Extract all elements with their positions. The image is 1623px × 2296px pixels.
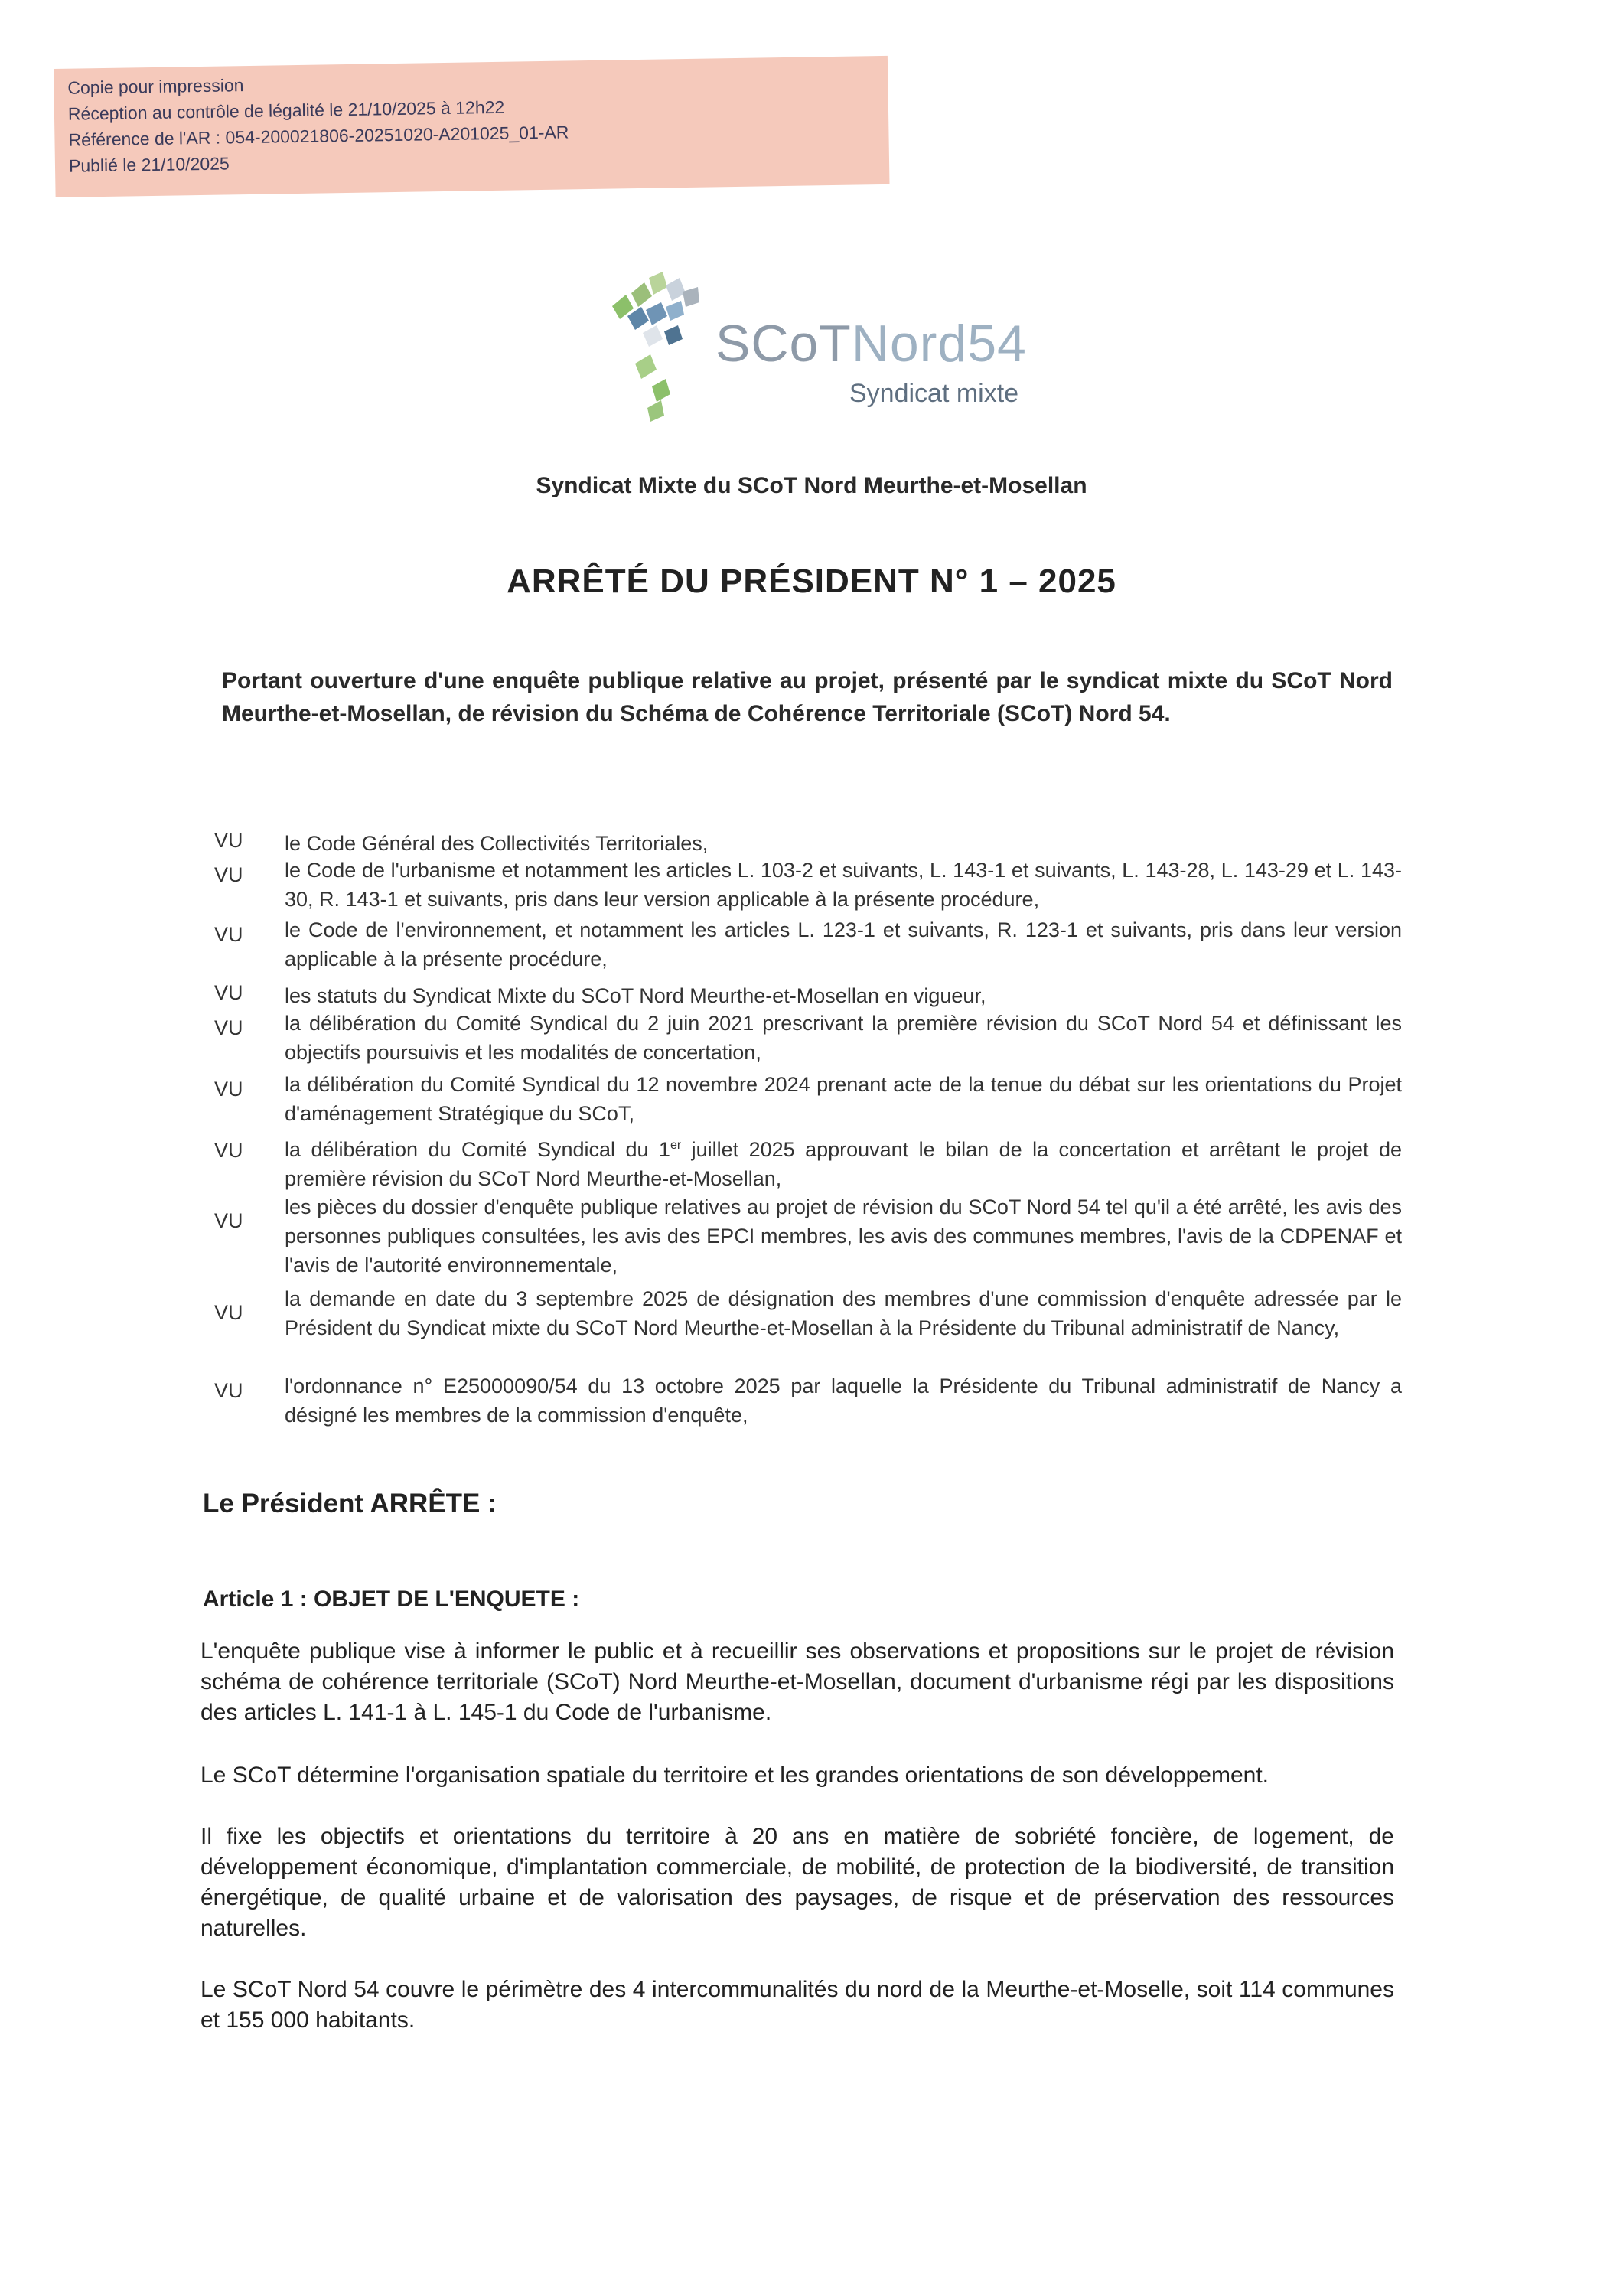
vu-label: VU: [214, 1078, 243, 1101]
consideration-text: la demande en date du 3 septembre 2025 de désignation des membres d'une commission d'enquête adressée par le Président du Syndicat mixte du SCoT Nord Meurthe-et-Mosellan à la Présidente du Tribunal administratif de Nancy,: [285, 1287, 1402, 1339]
vu-label: VU: [214, 1016, 243, 1039]
logo-title: SCoTNord54: [715, 315, 1027, 373]
vu-label: VU: [214, 863, 243, 886]
consideration-text: les statuts du Syndicat Mixte du SCoT Nord Meurthe-et-Mosellan en vigueur,: [285, 984, 986, 1007]
consideration-text: le Code de l'environnement, et notamment les articles L. 123-1 et suivants, R. 123-1 et suivants, pris dans leur version applicable à la présente procédure,: [285, 918, 1402, 970]
stamp-line: Publié le 21/10/2025: [68, 153, 230, 176]
consideration-text: le Code Général des Collectivités Territoriales,: [285, 832, 709, 855]
article-paragraph: Il fixe les objectifs et orientations du territoire à 20 ans en matière de sobriété foncière, de logement, de développement économique, d'implantation commerciale, de mobilité, de protection de la biodiversité, de transition énergétique, de qualité urbaine et de valorisation des paysages, de risque et de préservation des ressources naturelles.: [200, 1824, 1394, 1941]
consideration-text: les pièces du dossier d'enquête publique relatives au projet de révision du SCoT Nord 54 tel qu'il a été arrêté, les avis des personnes publiques consultées, les avis des EPCI membres, les avis des communes membres, l'avis de la CDPENAF et l'avis de l'autorité environnementale,: [285, 1195, 1402, 1277]
consideration-text: la délibération du Comité Syndical du 12 novembre 2024 prenant acte de la tenue du débat sur les orientations du Projet d'aménagement Stratégique du SCoT,: [285, 1073, 1402, 1125]
legality-stamp: [54, 56, 890, 197]
organization-name: Syndicat Mixte du SCoT Nord Meurthe-et-Mosellan: [536, 473, 1087, 498]
stamp-line: Copie pour impression: [67, 75, 244, 98]
stamp-line: Référence de l'AR : 054-200021806-20251020-A201025_01-AR: [68, 122, 569, 150]
article-1-heading: Article 1 : OBJET DE L'ENQUETE :: [203, 1587, 580, 1612]
logo-subtitle: Syndicat mixte: [849, 379, 1019, 408]
vu-label: VU: [214, 1209, 243, 1232]
vu-label: VU: [214, 829, 243, 852]
vu-label: VU: [214, 1139, 243, 1162]
stamp-line: Réception au contrôle de légalité le 21/10/2025 à 12h22: [67, 96, 505, 124]
document-subject: Portant ouverture d'une enquête publique relative au projet, présenté par le syndicat mixte du SCoT Nord Meurthe-et-Mosellan, de révision du Schéma de Cohérence Territoriale (SCoT) Nord 54.: [222, 668, 1393, 726]
vu-label: VU: [214, 981, 243, 1004]
vu-label: VU: [214, 1301, 243, 1324]
article-paragraph: Le SCoT détermine l'organisation spatiale du territoire et les grandes orientations de son développement.: [200, 1763, 1269, 1788]
document-title: ARRÊTÉ DU PRÉSIDENT N° 1 – 2025: [507, 563, 1116, 600]
consideration-text: la délibération du Comité Syndical du 2 juin 2021 prescrivant la première révision du SCoT Nord 54 et définissant les objectifs poursuivis et les modalités de concertation,: [285, 1012, 1402, 1064]
logo-mosaic-icon: [597, 272, 719, 440]
article-paragraph: L'enquête publique vise à informer le public et à recueillir ses observations et propositions sur le projet de révision schéma de cohérence territoriale (SCoT) Nord Meurthe-et-Mosellan, document d'urbanisme régi par les dispositions des articles L. 141-1 à L. 145-1 du Code de l'urbanisme.: [200, 1639, 1394, 1725]
vu-label: VU: [214, 923, 243, 946]
consideration-text: la délibération du Comité Syndical du 1er juillet 2025 approuvant le bilan de la concertation et arrêtant le projet de première révision du SCoT Nord Meurthe-et-Mosellan,: [285, 1138, 1402, 1190]
decision-heading: Le Président ARRÊTE :: [203, 1489, 497, 1518]
consideration-text: l'ordonnance n° E25000090/54 du 13 octobre 2025 par laquelle la Présidente du Tribunal administratif de Nancy a désigné les membres de la commission d'enquête,: [285, 1375, 1402, 1427]
scot-logo: [597, 272, 1056, 440]
article-paragraph: Le SCoT Nord 54 couvre le périmètre des 4 intercommunalités du nord de la Meurthe-et-Moselle, soit 114 communes et 155 000 habitants.: [200, 1977, 1394, 2033]
vu-label: VU: [214, 1379, 243, 1402]
consideration-text: le Code de l'urbanisme et notamment les articles L. 103-2 et suivants, L. 143-1 et suivants, L. 143-28, L. 143-29 et L. 143-30, R. 143-1 et suivants, pris dans leur version applicable à la présente procédure,: [285, 859, 1402, 911]
